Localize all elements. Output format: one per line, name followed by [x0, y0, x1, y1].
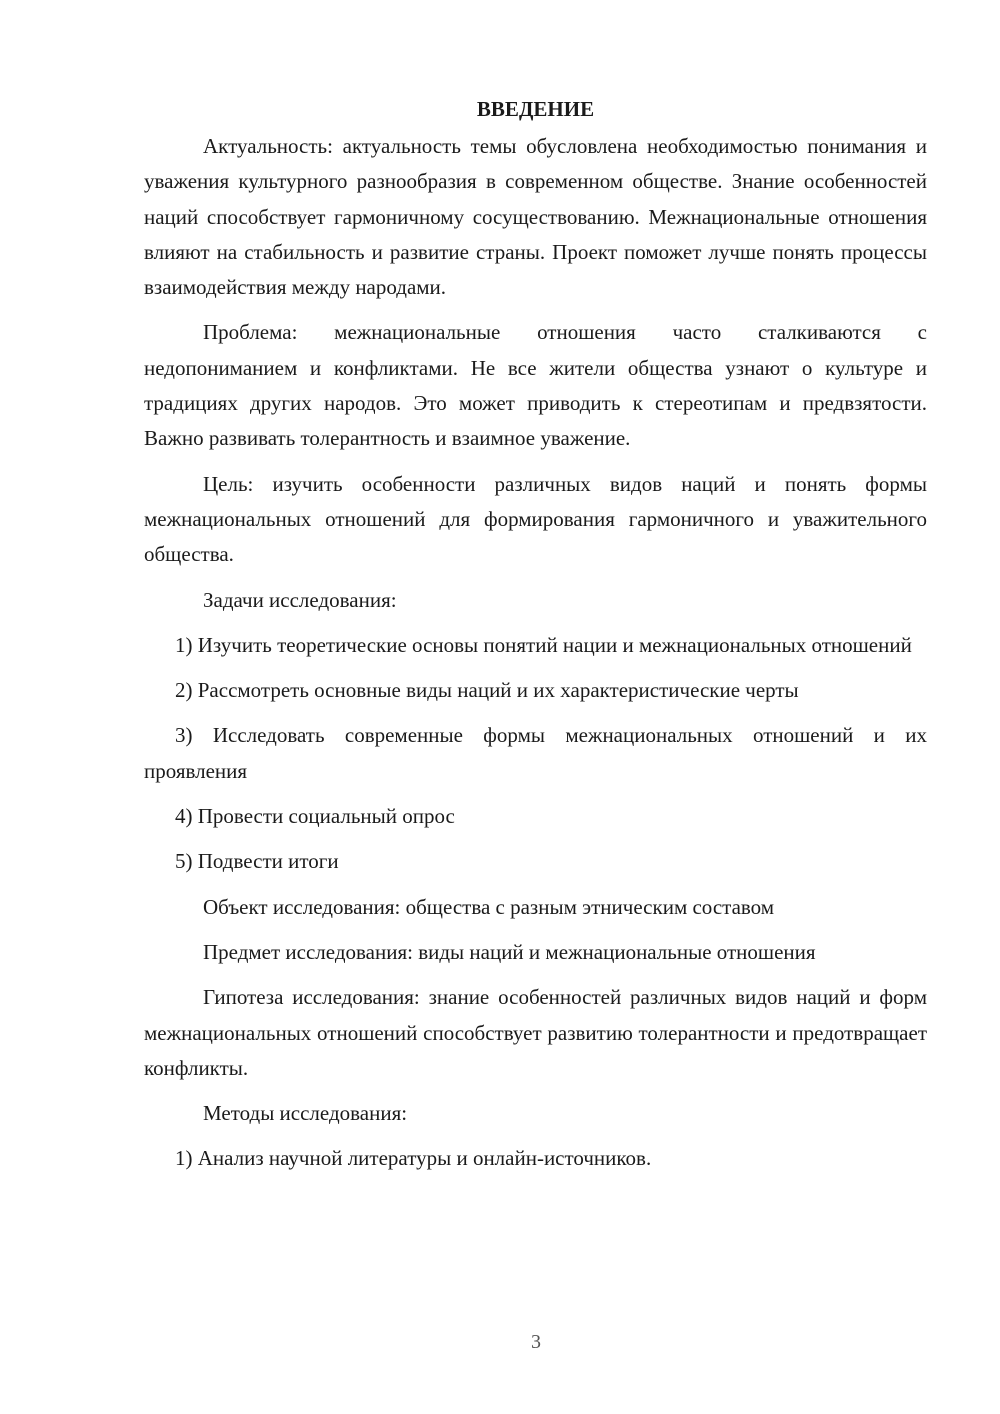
document-page — [144, 92, 927, 1187]
task-item-1: 1) Изучить теоретические основы понятий нации и межнациональных отношений — [175, 632, 912, 657]
task-item-4: 4) Провести социальный опрос — [175, 804, 455, 829]
task-item-5: 5) Подвести итоги — [175, 849, 339, 874]
task-item-3: 3) Исследовать современные формы межнациональных отношений и их проявления — [144, 723, 927, 783]
section-heading: ВВЕДЕНИЕ — [476, 97, 595, 121]
goal-paragraph: Цель: изучить особенности различных видов наций и понять формы межнациональных отношений для формирования гармоничного и уважительного общества. — [144, 471, 927, 567]
page-number: 3 — [531, 1331, 541, 1353]
object-paragraph: Объект исследования: общества с разным этническим составом — [203, 894, 775, 919]
method-item-1: 1) Анализ научной литературы и онлайн-источников. — [175, 1146, 652, 1171]
methods-heading: Методы исследования: — [203, 1101, 408, 1126]
tasks-heading: Задачи исследования: — [203, 587, 397, 612]
problem-paragraph: Проблема: межнациональные отношения часто сталкиваются с недопониманием и конфликтами. Не все жители общества узнают о культуре и традициях других народов. Это может приводить к стереотипам и предвзятости. Важно развивать толерантность и взаимное уважение. — [144, 320, 927, 451]
relevance-paragraph: Актуальность: актуальность темы обусловлена необходимостью понимания и уважения культурного разнообразия в современном обществе. Знание особенностей наций способствует гармоничному сосуществованию. Межнациональные отношения влияют на стабильность и развитие страны. Проект поможет лучше понять процессы взаимодействия между народами. — [144, 134, 927, 300]
subject-paragraph: Предмет исследования: виды наций и межнациональные отношения — [203, 939, 816, 964]
task-item-2: 2) Рассмотреть основные виды наций и их характеристические черты — [175, 678, 799, 703]
hypothesis-paragraph: Гипотеза исследования: знание особенностей различных видов наций и форм межнациональных отношений способствует развитию толерантности и предотвращает конфликты. — [144, 985, 927, 1080]
